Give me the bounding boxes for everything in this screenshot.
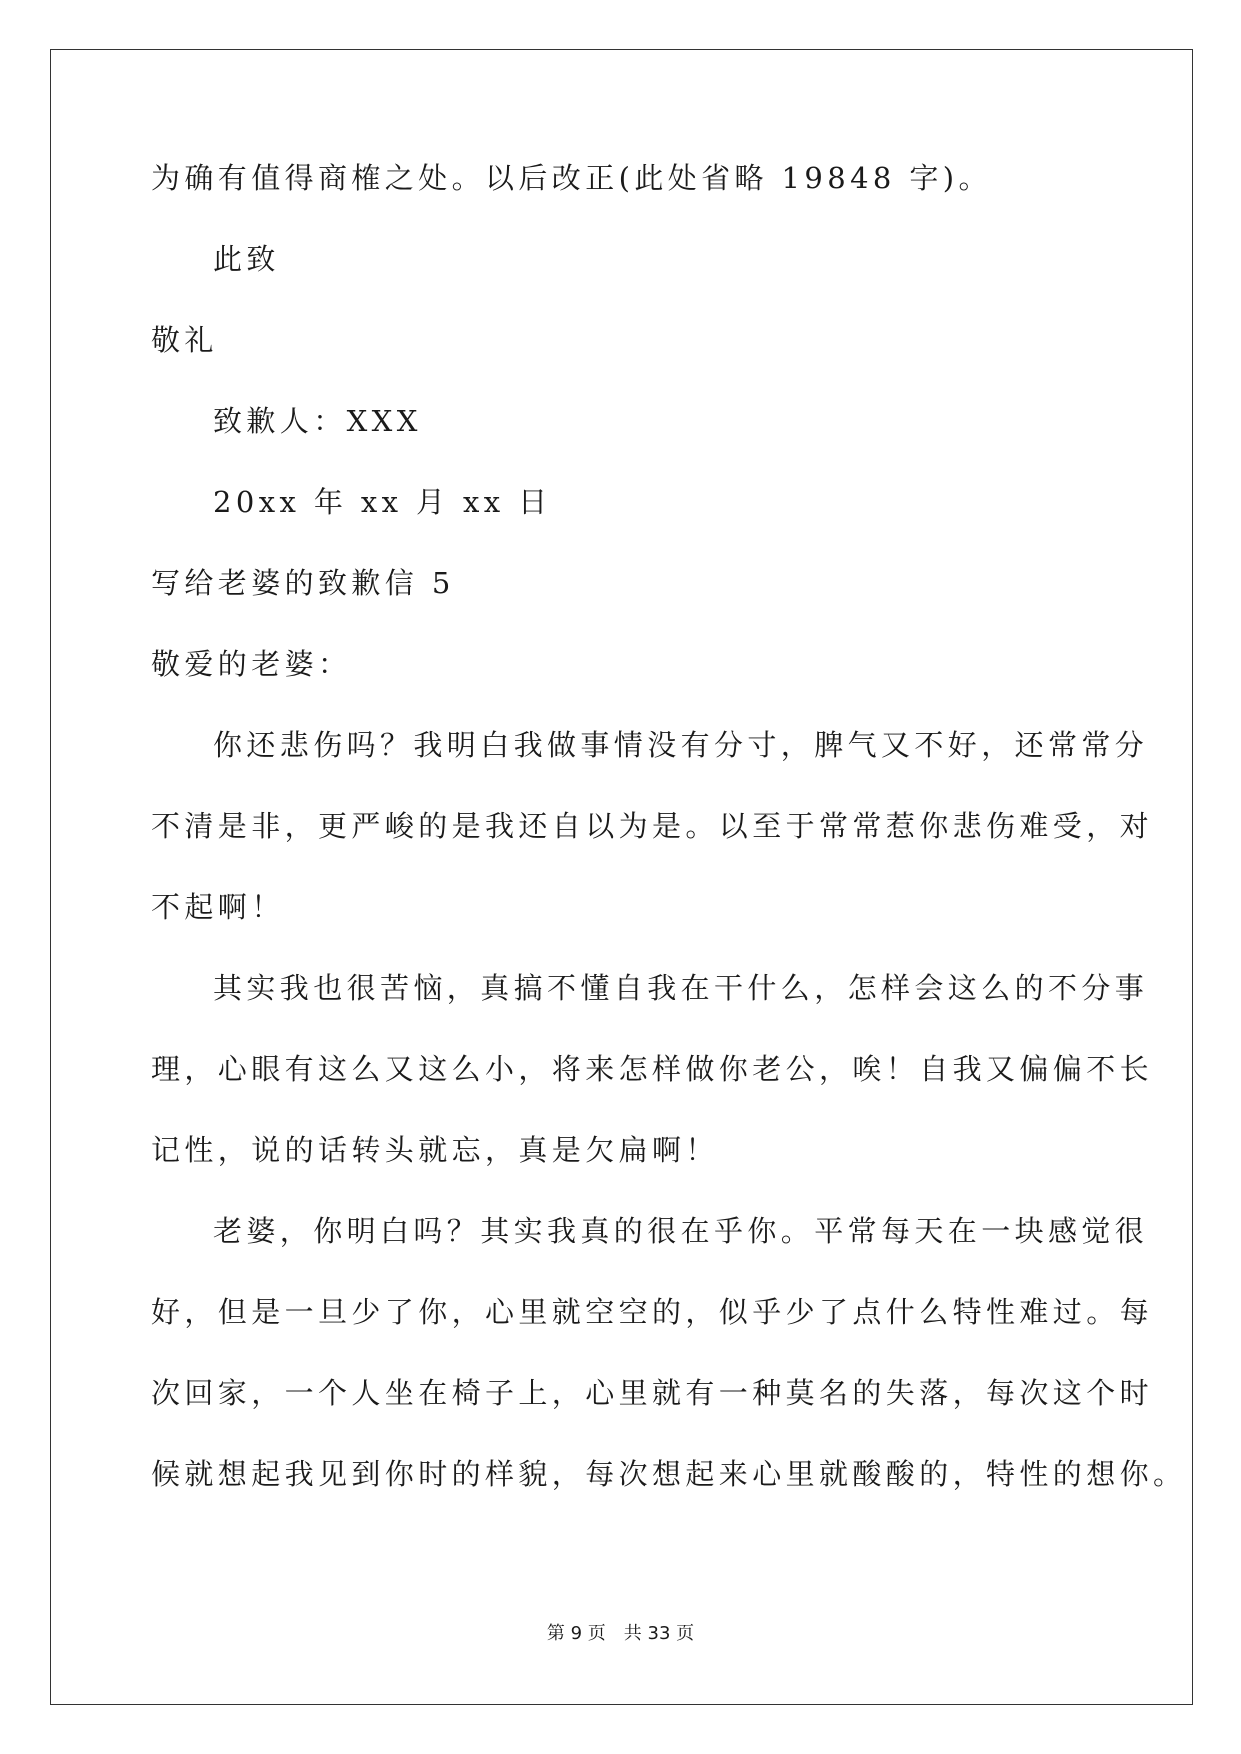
paragraph-2-line-3: 记性，说的话转头就忘，真是欠扁啊！: [151, 1133, 719, 1167]
date-line: 20xx 年 xx 月 xx 日: [213, 485, 552, 519]
signature-line: 致歉人：XXX: [213, 404, 422, 438]
page-footer: [0, 1622, 1241, 1646]
letter-greeting: 敬爱的老婆：: [151, 647, 352, 681]
section-title: 写给老婆的致歉信 5: [151, 566, 455, 600]
paragraph-1-line-1: 你还悲伤吗？我明白我做事情没有分寸，脾气又不好，还常常分: [213, 728, 1149, 762]
paragraph-2-line-2: 理，心眼有这么又这么小，将来怎样做你老公，唉！自我又偏偏不长: [151, 1052, 1154, 1086]
paragraph-3-line-4: 候就想起我见到你时的样貌，每次想起来心里就酸酸的，特性的想你。: [151, 1457, 1187, 1491]
closing-regards: 敬礼: [151, 323, 218, 357]
page-number-current: 第 9 页: [546, 1623, 606, 1644]
closing-salutation: 此致: [213, 242, 280, 276]
page-number-total: 共 33 页: [623, 1623, 695, 1644]
paragraph-3-line-2: 好，但是一旦少了你，心里就空空的，似乎少了点什么特性难过。每: [151, 1295, 1154, 1329]
paragraph-2-line-1: 其实我也很苦恼，真搞不懂自我在干什么，怎样会这么的不分事: [213, 971, 1149, 1005]
body-line: 为确有值得商榷之处。以后改正(此处省略 19848 字)。: [151, 161, 992, 195]
paragraph-3-line-1: 老婆，你明白吗？其实我真的很在乎你。平常每天在一块感觉很: [213, 1214, 1149, 1248]
paragraph-1-line-2: 不清是非，更严峻的是我还自以为是。以至于常常惹你悲伤难受，对: [151, 809, 1154, 843]
paragraph-1-line-3: 不起啊！: [151, 890, 285, 924]
paragraph-3-line-3: 次回家，一个人坐在椅子上，心里就有一种莫名的失落，每次这个时: [151, 1376, 1154, 1410]
